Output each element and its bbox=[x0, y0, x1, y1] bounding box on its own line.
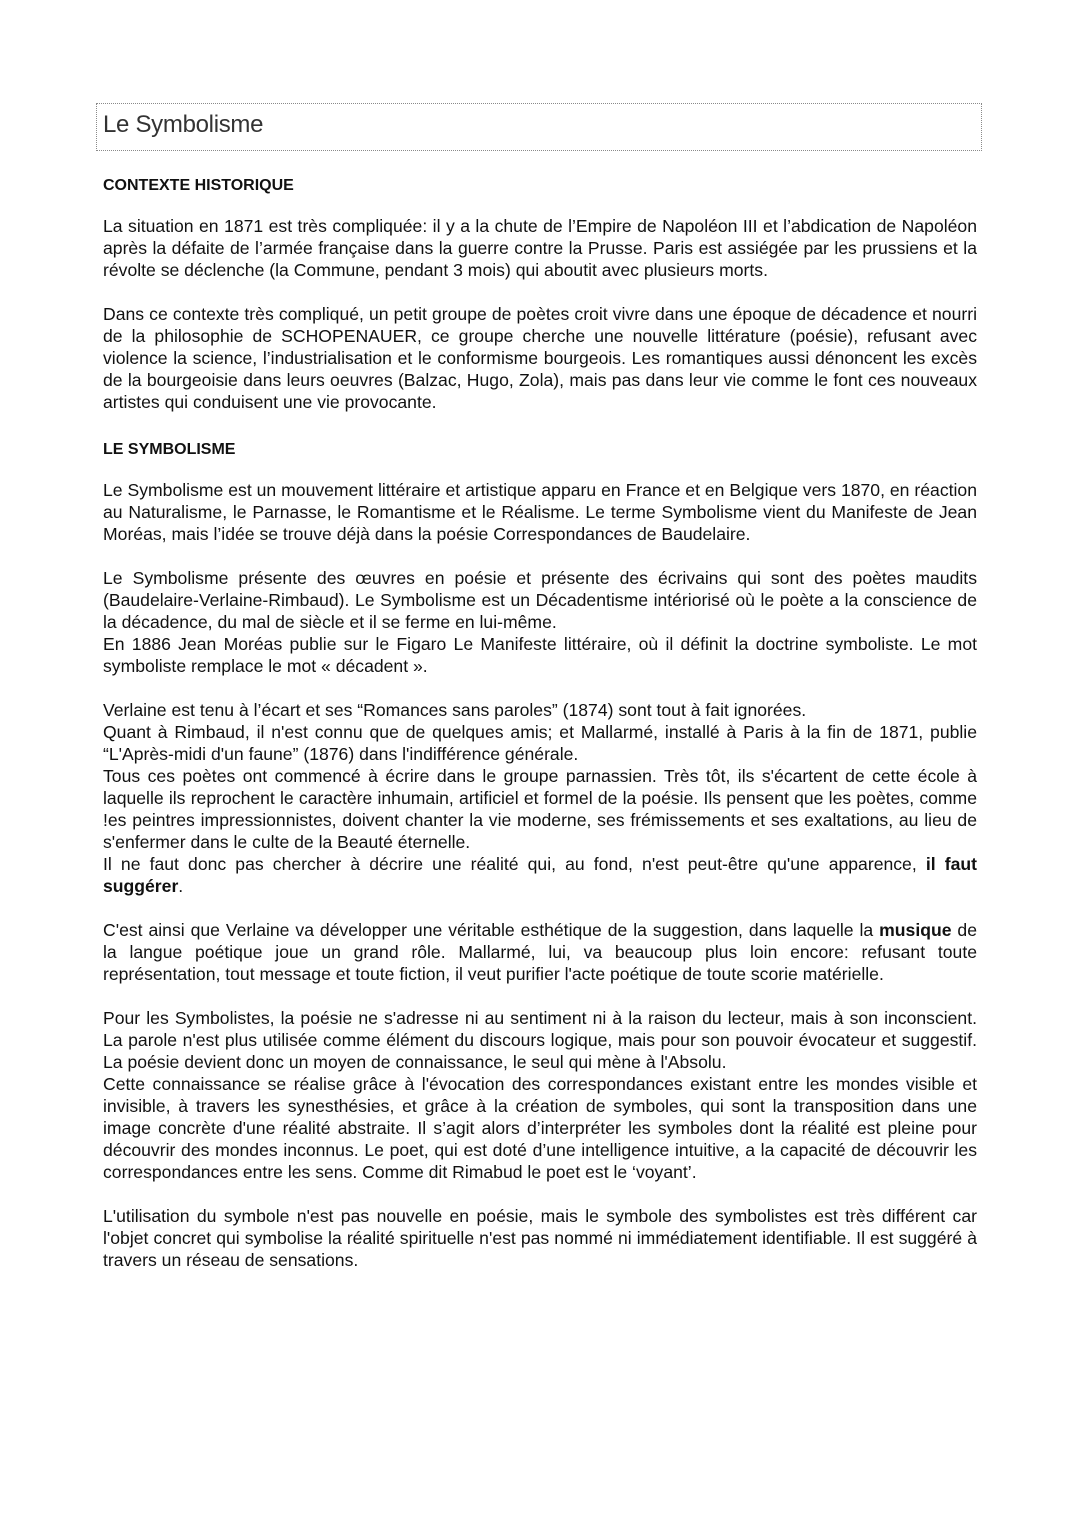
document-body bbox=[103, 175, 977, 1293]
section-heading-symbolism: LE SYMBOLISME bbox=[103, 441, 236, 458]
paragraph: En 1886 Jean Moréas publie sur le Figaro Le Manifeste littéraire, où il définit la doctrine symboliste. Le mot symboliste remplace le mot « décadent ». bbox=[103, 634, 977, 676]
paragraph: Tous ces poètes ont commencé à écrire dans le groupe parnassien. Très tôt, ils s'écartent de cette école à laquelle ils reprochent le caractère inhumain, artificiel et formel de la poésie. Ils pensent que les poètes, comme !es peintres impressionnistes, doivent chanter la vie moderne, ses frémissements et ses exaltations, au lieu de s'enfermer dans le culte de la Beauté éternelle. bbox=[103, 766, 977, 852]
section-heading-context: CONTEXTE HISTORIQUE bbox=[103, 177, 294, 194]
paragraph-text: de la langue poétique joue un grand rôle. Mallarmé, lui, va beaucoup plus loin encore: refusant toute représentation, tout message et toute fiction, il veut purifier l'acte poétique de toute scorie matérielle. bbox=[103, 920, 977, 984]
paragraph: Dans ce contexte très compliqué, un petit groupe de poètes croit vivre dans une époque de décadence et nourri de la philosophie de SCHOPENAUER, ce groupe cherche une nouvelle littérature (poésie), refusant avec violence la science, l’industrialisation et le conformisme bourgeois. Les romantiques aussi dénoncent les excès de la bourgeoisie dans leurs oeuvres (Balzac, Hugo, Zola), mais pas dans leur vie comme le font ces nouveaux artistes qui conduisent une vie provocante. bbox=[103, 304, 977, 412]
emphasis-text: musique bbox=[879, 920, 952, 940]
paragraph: Cette connaissance se réalise grâce à l'évocation des correspondances existant entre les mondes visible et invisible, à travers les synesthésies, et grâce à la création de symboles, qui sont la transposition dans une image concrète d'une réalité abstraite. Il s’agit alors d’interpréter les symboles dont la réalité est pleine pour découvrir des mondes inconnus. Le poet, qui est doté d’une intelligence intuitive, a la capacité de découvrir les correspondances entre les sens. Comme dit Rimabud le poet est le ‘voyant’. bbox=[103, 1074, 977, 1182]
paragraph: Pour les Symbolistes, la poésie ne s'adresse ni au sentiment ni à la raison du lecteur, mais à son inconscient. La parole n'est plus utilisée comme élément du discours logique, mais pour son pouvoir évocateur et suggestif. La poésie devient donc un moyen de connaissance, le seul qui mène à l'Absolu. bbox=[103, 1008, 977, 1072]
paragraph: La situation en 1871 est très compliquée: il y a la chute de l’Empire de Napoléon III et l’abdication de Napoléon après la défaite de l’armée française dans la guerre contre la Prusse. Paris est assiégée par les prussiens et la révolte se déclenche (la Commune, pendant 3 mois) qui aboutit avec plusieurs morts. bbox=[103, 216, 977, 280]
title-box bbox=[96, 103, 982, 151]
paragraph: Le Symbolisme est un mouvement littéraire et artistique apparu en France et en Belgique vers 1870, en réaction au Naturalisme, le Parnasse, le Romantisme et le Réalisme. Le terme Symbolisme vient du Manifeste de Jean Moréas, mais l’idée se trouve déjà dans la poésie Correspondances de Baudelaire. bbox=[103, 480, 977, 544]
paragraph bbox=[103, 853, 977, 897]
paragraph-text: C'est ainsi que Verlaine va développer une véritable esthétique de la suggestion, dans laquelle la bbox=[103, 920, 880, 940]
paragraph: L'utilisation du symbole n'est pas nouvelle en poésie, mais le symbole des symbolistes est très différent car l'objet concret qui symbolise la réalité spirituelle n'est pas nommé ni immédiatement identifiable. Il est suggéré à travers un réseau de sensations. bbox=[103, 1206, 977, 1270]
paragraph: Quant à Rimbaud, il n'est connu que de quelques amis; et Mallarmé, installé à Paris à la fin de 1871, publie “L'Après-midi d'un faune” (1876) dans l'indifférence générale. bbox=[103, 722, 977, 764]
page-title: Le Symbolisme bbox=[103, 111, 264, 138]
paragraph: Le Symbolisme présente des œuvres en poésie et présente des écrivains qui sont des poètes maudits (Baudelaire-Verlaine-Rimbaud). Le Symbolisme est un Décadentisme intériorisé où le poète a la conscience de la décadence, du mal de siècle et il se ferme en lui-même. bbox=[103, 568, 977, 632]
emphasis-text: il faut suggérer bbox=[103, 854, 977, 896]
paragraph-text: Il ne faut donc pas chercher à décrire une réalité qui, au fond, n'est peut-être qu'une apparence, bbox=[103, 854, 926, 874]
paragraph bbox=[103, 919, 977, 985]
paragraph: Verlaine est tenu à l’écart et ses “Romances sans paroles” (1874) sont tout à fait ignorées. bbox=[103, 700, 807, 720]
paragraph-text: . bbox=[178, 876, 184, 896]
